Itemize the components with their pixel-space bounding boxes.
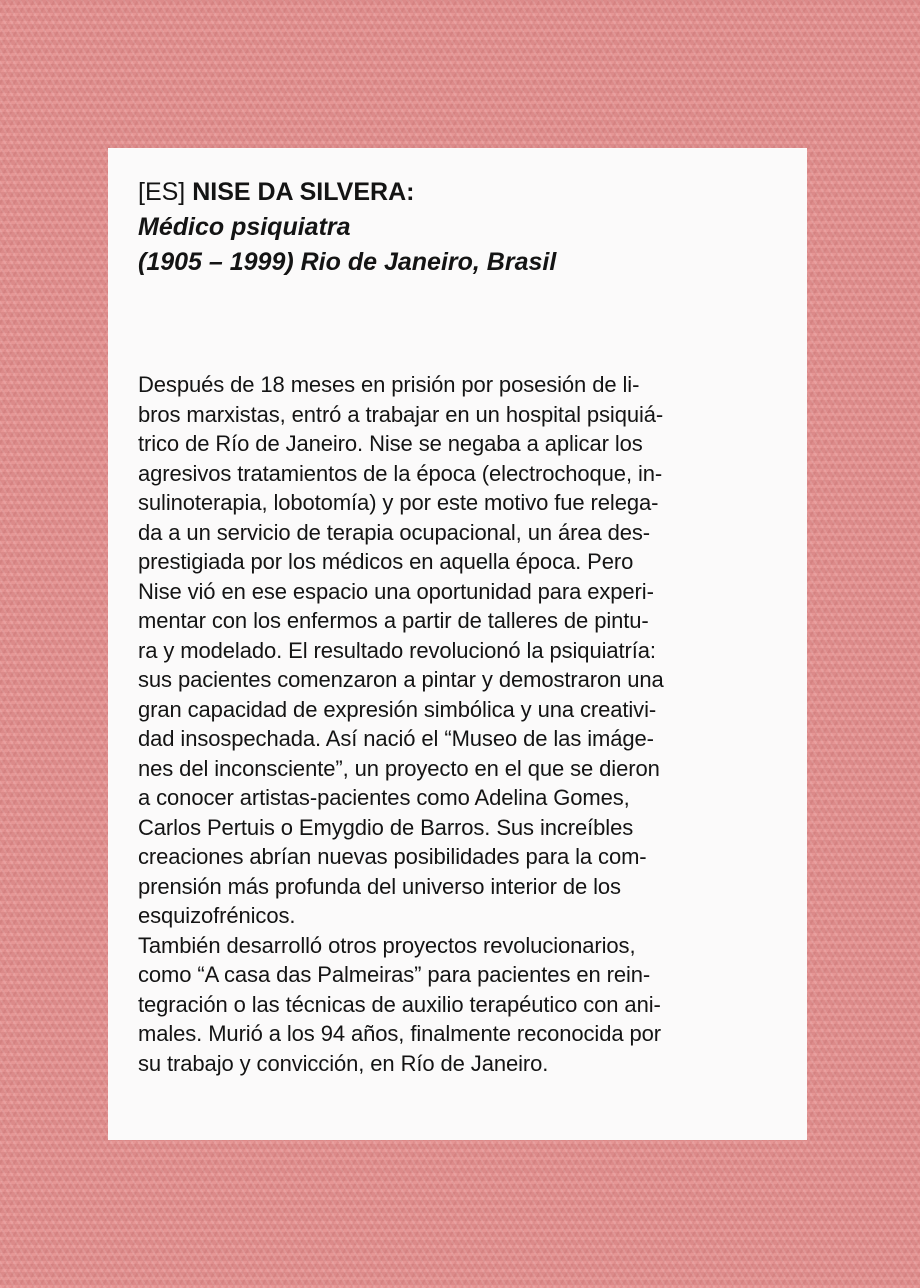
dates-and-place: (1905 – 1999) Rio de Janeiro, Brasil <box>138 248 557 276</box>
profession: Médico psiquiatra <box>138 213 351 241</box>
biography-text: Después de 18 meses en prisión por posesión de li- bros marxistas, entró a trabajar en un hospital psiquiá- trico de Río de Janeiro. Nise se negaba a aplicar los agresivos tratamientos de la época (electrochoque, in- sulinoterapia, lobotomía) y por este motivo fue relega- da a un servicio de terapia ocupacional, un área des- prestigiada por los médicos en aquella época. Pero Nise vió en ese espacio una oportunidad para experi- mentar con los enfermos a partir de talleres de pintu- ra y modelado. El resultado revolucionó la psiquiatría: sus pacientes comenzaron a pintar y demostraron una gran capacidad de expresión simbólica y una creativi- dad insospechada. Así nació el “Museo de las imáge- nes del inconsciente”, un proyecto en el que se dieron a conocer artistas-pacientes como Adelina Gomes, Carlos Pertuis o Emygdio de Barros. Sus increíbles creaciones abrían nuevas posibilidades para la com- prensión más profunda del universo interior de los esquizofrénicos. También desarrolló otros proyectos revolucionarios, como “A casa das Palmeiras” para pacientes en rein- tegración o las técnicas de auxilio terapéutico con ani- males. Murió a los 94 años, finalmente reconocida por su trabajo y convicción, en Río de Janeiro. <box>138 372 664 1076</box>
language-tag: [ES] <box>138 178 186 206</box>
info-card <box>108 148 807 1140</box>
person-name: NISE DA SILVERA: <box>192 178 415 206</box>
card-heading <box>138 175 777 280</box>
